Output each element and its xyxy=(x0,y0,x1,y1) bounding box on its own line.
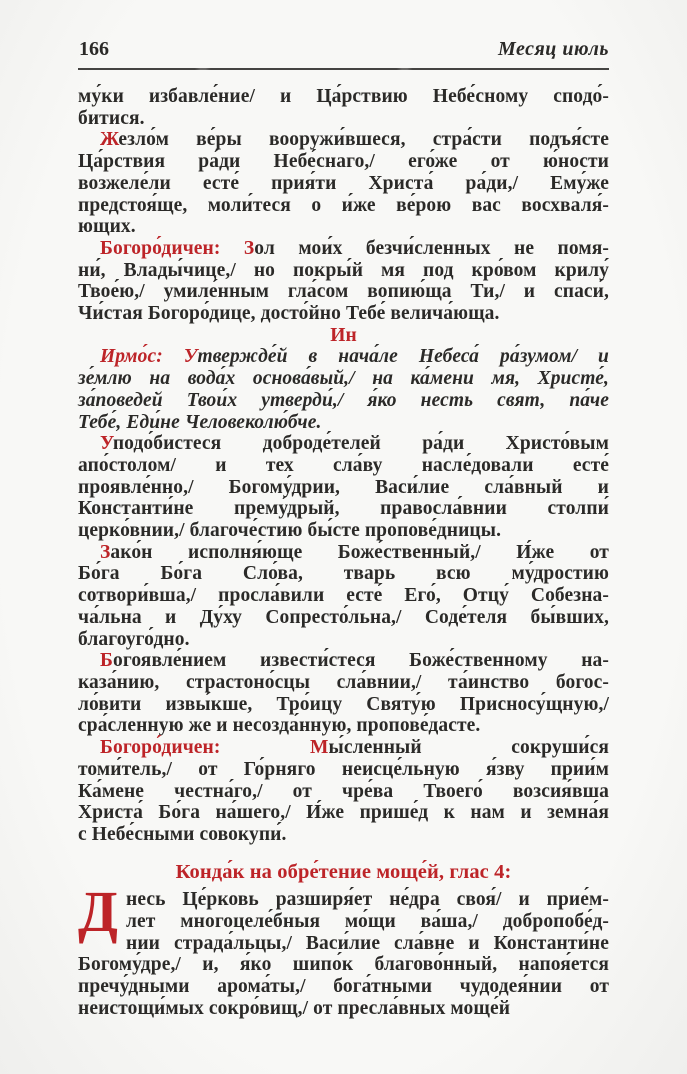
body-text: подо́бистеся доброде́телей ра́ди Христо́вым xyxy=(112,433,609,455)
body-text: Ца́рствия ра́ди Небе́снаго,/ его́же от ю́ности xyxy=(78,151,609,173)
text-line xyxy=(78,433,609,455)
running-title: Месяц июль xyxy=(497,38,609,60)
rubric-text: Богоро́дичен: xyxy=(100,737,310,759)
text-line xyxy=(78,346,609,368)
page-number: 166 xyxy=(79,38,109,60)
body-text: твержде́й в нача́ле Небеса́ ра́зумом/ и xyxy=(197,346,609,368)
text-line xyxy=(78,151,609,173)
text-line xyxy=(78,607,609,629)
body-text: Бо́га Бо́га Сло́ва, тварь всю му́дростию xyxy=(78,563,609,585)
troparion-zhezlom xyxy=(78,129,609,238)
text-line xyxy=(78,759,609,781)
text-line xyxy=(78,108,609,130)
rubric-text: З xyxy=(100,541,111,563)
in-label xyxy=(78,325,609,347)
body-text: нии страда́льцы,/ Васи́лие сла́вне и Константи́не xyxy=(126,932,609,954)
rubric-text: Ин xyxy=(330,324,357,346)
body-text: ни́, Влады́чице,/ но покры́й мя под кро́вом крилу́ xyxy=(78,259,609,281)
text-line xyxy=(78,542,609,564)
text-line xyxy=(78,998,609,1020)
body-text: томи́тель,/ от Го́рняго неисце́льную я́зву прии́м xyxy=(78,758,609,780)
text-line xyxy=(78,303,609,325)
irmos xyxy=(78,346,609,433)
kondak-heading xyxy=(78,862,609,884)
body-text: битися. xyxy=(78,107,145,129)
body-text: ако́н исполня́юще Боже́ственный,/ И́же от xyxy=(110,541,609,563)
dropcap-initial: Д xyxy=(78,879,119,945)
body-text: лет многоцеле́бныя мо́щи ва́ша,/ добропобе́д- xyxy=(126,911,609,933)
text-line xyxy=(78,694,609,716)
body-text: Христа́ Бо́га на́шего,/ И́же прише́д к нам и земна́я xyxy=(78,802,609,824)
text-line xyxy=(78,585,609,607)
body-text: предстоя́ще, моли́теся о и́же ве́рою вас восхваля́- xyxy=(78,194,609,216)
text-line xyxy=(78,629,609,651)
body-text: сра́сленную же и несозда́нную, пропове́дасте. xyxy=(78,715,481,737)
bogorodichen-2 xyxy=(78,737,609,846)
body-text: Твое́ю,/ умиле́нным гла́сом вопию́ща Ти,/ и спаси́, xyxy=(78,281,609,303)
body-text: Константи́не прему́дрый, правосла́внии столпи́ xyxy=(78,498,609,520)
text-line xyxy=(78,173,609,195)
text-line xyxy=(78,933,609,955)
body-text: огоявле́нием извести́стеся Боже́ственному на- xyxy=(113,650,609,672)
text-line xyxy=(78,412,609,434)
text-line xyxy=(78,260,609,282)
text-line xyxy=(78,195,609,217)
text-line xyxy=(78,911,609,933)
text-line xyxy=(78,954,609,976)
troparion-upodobistesya xyxy=(78,433,609,542)
troparion-bogoyavleniem xyxy=(78,650,609,737)
page-header xyxy=(79,38,609,61)
text-line xyxy=(78,455,609,477)
body-text: ча́льна и Ду́ху Сопресто́льна,/ Соде́теля бы́вших, xyxy=(78,606,609,628)
text-line xyxy=(78,477,609,499)
body-text: проявле́нно,/ Богому́дрии, Васи́лие сла́вный и xyxy=(78,476,609,498)
troparion-zakon xyxy=(78,542,609,651)
text-line xyxy=(78,737,609,759)
rubric-text: М xyxy=(309,737,329,759)
text-line xyxy=(78,563,609,585)
body-text: церко́внии,/ благоче́стию бы́сте пропове́дницы. xyxy=(78,520,502,542)
body-text: ол мои́х безчи́сленных не помя- xyxy=(254,237,609,259)
body-text: за́поведей Твои́х утверди́,/ я́ко несть свят, па́че xyxy=(78,389,609,411)
text-line xyxy=(78,390,609,412)
body-text: Чи́стая Богоро́дице, досто́йно Тебе́ велича́юща. xyxy=(78,303,500,325)
body-text: сотвори́вша,/ просла́вили есте́ Его́, Отцу́ Собезна- xyxy=(78,585,609,607)
body-text: благоуго́дно. xyxy=(78,628,190,650)
text-line xyxy=(78,216,609,238)
text-line xyxy=(78,715,609,737)
text-line xyxy=(78,368,609,390)
text-line xyxy=(78,802,609,824)
body-text: ы́сленный сокруши́ся xyxy=(328,737,609,759)
body-text: каза́нию, страстоно́сцы сла́внии,/ та́инство богос- xyxy=(78,671,609,693)
body-text: пречу́дными арома́ты,/ бога́тными чудодея́нии от xyxy=(78,976,609,998)
body-text: зе́млю на вода́х основа́вый,/ на ка́мени мя, Христе́, xyxy=(78,368,609,390)
body-text: Богому́дре,/ и, я́ко шипо́к благово́нный, напоя́ется xyxy=(78,954,609,976)
body-text: ло́вити извы́кше, Тро́ицу Святу́ю Присносу́щную,/ xyxy=(78,693,609,715)
text-line xyxy=(78,672,609,694)
rubric-text: Ирмо́с: xyxy=(100,346,184,368)
kondak-text xyxy=(78,879,609,1019)
body-text: му́ки избавле́ние/ и Ца́рствию Небе́сному сподо́- xyxy=(78,86,609,107)
text-line xyxy=(78,889,609,911)
continued-paragraph xyxy=(78,86,609,129)
body-text: езло́м ве́ры вооружи́вшеся, стра́сти подъя́сте xyxy=(118,129,609,151)
body-text: возжеле́ли есте́ прия́ти Христа́ ра́ди,/ Ему́же xyxy=(78,172,609,194)
text-line xyxy=(78,520,609,542)
rubric-text: У xyxy=(100,433,113,455)
body-text: неистощи́мых сокро́вищ,/ от пресла́вных моще́й xyxy=(78,997,511,1019)
rubric-text: У xyxy=(183,346,198,368)
rubric-text: З xyxy=(243,237,255,259)
text-line xyxy=(78,976,609,998)
text-line xyxy=(78,281,609,303)
text-line xyxy=(78,862,609,884)
text-line xyxy=(78,498,609,520)
text-block xyxy=(78,86,609,1020)
text-line xyxy=(78,781,609,803)
body-text: несь Це́рковь разширя́ет не́дра своя́/ и прие́м- xyxy=(126,889,609,911)
text-line xyxy=(78,86,609,108)
body-text: Ка́мене честна́го,/ от чре́ва Твоего́ возсия́вша xyxy=(78,780,609,802)
text-line xyxy=(78,325,609,347)
rubric-text: Богоро́дичен: xyxy=(100,237,244,259)
text-line xyxy=(78,238,609,260)
body-text: апо́столом/ и тех сла́ву насле́довали есте́ xyxy=(78,454,609,476)
rubric-text: Б xyxy=(100,650,113,672)
text-line xyxy=(78,129,609,151)
body-text: ющих. xyxy=(78,216,136,238)
text-line xyxy=(78,650,609,672)
rubric-text: Конда́к на обре́тение моще́й, глас 4: xyxy=(175,860,512,883)
body-text: Тебе́, Еди́не Человеколю́бче. xyxy=(78,411,322,433)
header-rule xyxy=(78,68,609,70)
bogorodichen-1 xyxy=(78,238,609,325)
rubric-text: Ж xyxy=(100,129,119,151)
body-text: с Небе́сными совокупи́. xyxy=(78,823,287,845)
text-line xyxy=(78,824,609,846)
